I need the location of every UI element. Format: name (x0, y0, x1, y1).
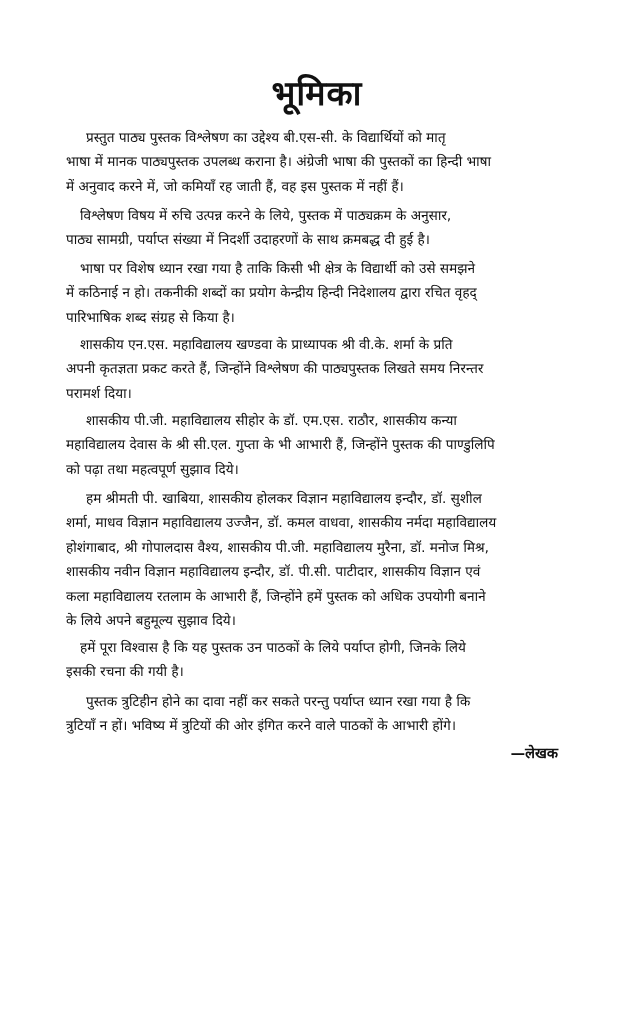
paragraph-line: त्रुटियाँ न हों। भविष्य में त्रुटियों की ओर इंगित करने वाले पाठकों के आभारी होंगे। (66, 718, 456, 735)
page-title: भूमिका (271, 74, 363, 114)
paragraph-1 (66, 126, 550, 199)
paragraph-line: भाषा में मानक पाठ्यपुस्तक उपलब्ध कराना है। अंग्रेजी भाषा की पुस्तकों का हिन्दी भाषा (66, 154, 492, 171)
paragraph-line: हम श्रीमती पी. खाबिया, शासकीय होलकर विज्ञान महाविद्यालय इन्दौर, डॉ. सुशील (86, 491, 482, 507)
paragraph-line: परामर्श दिया। (66, 385, 132, 402)
paragraph-line: शासकीय पी.जी. महाविद्यालय सीहोर के डॉ. एम.एस. राठौर, शासकीय कन्या (86, 413, 457, 429)
paragraph-4 (66, 333, 550, 406)
paragraph-line: भाषा पर विशेष ध्यान रखा गया है ताकि किसी भी क्षेत्र के विद्यार्थी को उसे समझने (80, 261, 476, 277)
paragraph-line: इसकी रचना की गयी है। (66, 664, 184, 681)
paragraph-line: अपनी कृतज्ञता प्रकट करते हैं, जिन्होंने विश्लेषण की पाठ्यपुस्तक लिखते समय निरन्तर (66, 361, 484, 378)
paragraph-7 (66, 636, 550, 685)
paragraph-line: हमें पूरा विश्वास है कि यह पुस्तक उन पाठकों के लिये पर्याप्त होगी, जिनके लिये (80, 640, 466, 656)
author-signature: —लेखक (510, 746, 558, 762)
paragraph-line: में अनुवाद करने में, जो कमियाँ रह जाती हैं, वह इस पुस्तक में नहीं हैं। (66, 178, 404, 195)
paragraph-2 (66, 204, 550, 253)
paragraph-line: महाविद्यालय देवास के श्री सी.एल. गुप्ता के भी आभारी हैं, जिन्होंने पुस्तक की पाण्डुलिपि (66, 437, 495, 454)
paragraph-line: होशंगाबाद, श्री गोपालदास वैश्य, शासकीय पी.जी. महाविद्यालय मुरैना, डॉ. मनोज मिश्र, (66, 539, 489, 556)
paragraph-line: पाठ्य सामग्री, पर्याप्त संख्या में निदर्शी उदाहरणों के साथ क्रमबद्ध दी हुई है। (66, 232, 430, 249)
paragraph-line: शासकीय नवीन विज्ञान महाविद्यालय इन्दौर, डॉ. पी.सी. पाटीदार, शासकीय विज्ञान एवं (66, 564, 481, 581)
paragraph-8 (66, 690, 550, 739)
paragraph-line: पारिभाषिक शब्द संग्रह से किया है। (66, 309, 235, 326)
paragraph-line: में कठिनाई न हो। तकनीकी शब्दों का प्रयोग केन्द्रीय हिन्दी निदेशालय द्वारा रचित वृहद् (66, 285, 477, 302)
paragraph-line: कला महाविद्यालय रतलाम के आभारी हैं, जिन्होंने हमें पुस्तक को अधिक उपयोगी बनाने (66, 588, 486, 605)
paragraph-6 (66, 487, 550, 633)
paragraph-line: शर्मा, माधव विज्ञान महाविद्यालय उज्जैन, डॉ. कमल वाधवा, शासकीय नर्मदा महाविद्यालय (66, 515, 497, 532)
paragraph-line: विश्लेषण विषय में रुचि उत्पन्न करने के लिये, पुस्तक में पाठ्यक्रम के अनुसार, (80, 208, 452, 224)
paragraph-line: पुस्तक त्रुटिहीन होने का दावा नहीं कर सकते परन्तु पर्याप्त ध्यान रखा गया है कि (86, 694, 471, 710)
paragraph-line: प्रस्तुत पाठ्य पुस्तक विश्लेषण का उद्देश्य बी.एस-सी. के विद्यार्थियों को मातृ (86, 130, 446, 146)
paragraph-3 (66, 257, 550, 330)
paragraph-line: शासकीय एन.एस. महाविद्यालय खण्डवा के प्राध्यापक श्री वी.के. शर्मा के प्रति (80, 337, 453, 353)
paragraph-line: को पढ़ा तथा महत्वपूर्ण सुझाव दिये। (66, 461, 239, 478)
paragraph-5 (66, 409, 550, 482)
paragraph-line: के लिये अपने बहुमूल्य सुझाव दिये। (66, 613, 236, 630)
